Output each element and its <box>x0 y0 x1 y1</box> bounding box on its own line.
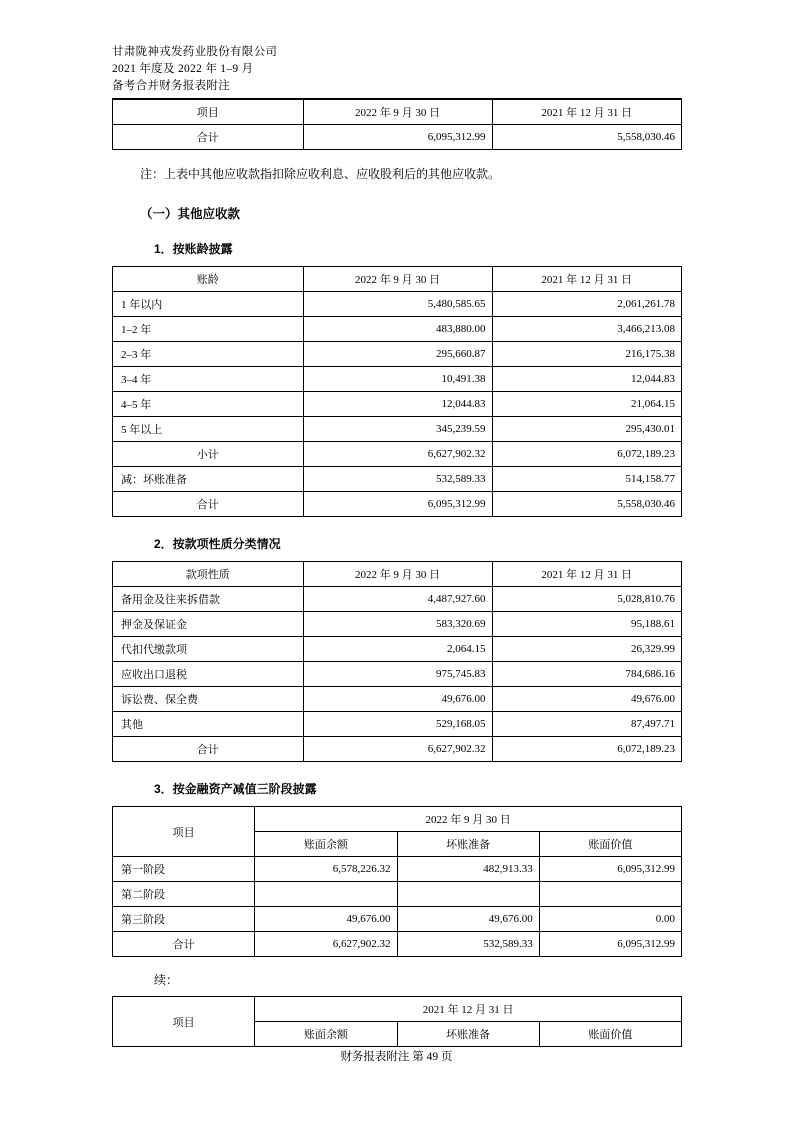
row-value-2: 295,430.01 <box>492 417 681 442</box>
row-value-2: 6,072,189.23 <box>492 442 681 467</box>
row-value-1: 49,676.00 <box>303 687 492 712</box>
row-value-1: 295,660.87 <box>303 342 492 367</box>
table-header-row-group <box>113 997 682 1022</box>
row-value-2: 514,158.77 <box>492 467 681 492</box>
col-header-date-2: 2021 年 12 月 31 日 <box>492 562 681 587</box>
table-header-row-group <box>113 807 682 832</box>
row-label: 应收出口退税 <box>113 662 304 687</box>
row-value-1: 12,044.83 <box>303 392 492 417</box>
table-row <box>113 367 682 392</box>
row-value-3: 0.00 <box>539 907 681 932</box>
impairment-stage-table <box>112 806 682 957</box>
row-value-2: 482,913.33 <box>397 857 539 882</box>
table-header-row <box>113 100 682 125</box>
row-value-1: 2,064.15 <box>303 637 492 662</box>
col-header-aging: 账龄 <box>113 267 304 292</box>
table-row <box>113 907 682 932</box>
col-header-bad-debt: 坏账准备 <box>397 832 539 857</box>
col-header-date-1: 2022 年 9 月 30 日 <box>303 100 492 125</box>
row-value-1: 6,095,312.99 <box>303 492 492 517</box>
row-value-2: 532,589.33 <box>397 932 539 957</box>
row-value-1: 5,480,585.65 <box>303 292 492 317</box>
row-label: 合计 <box>113 737 304 762</box>
row-value-1 <box>255 882 397 907</box>
row-value-2: 21,064.15 <box>492 392 681 417</box>
table-row <box>113 317 682 342</box>
row-label: 合计 <box>113 492 304 517</box>
row-value-3: 6,095,312.99 <box>539 857 681 882</box>
subsection-title-nature: 2．按款项性质分类情况 <box>154 537 281 551</box>
row-value-2: 784,686.16 <box>492 662 681 687</box>
table-row-total <box>113 932 682 957</box>
row-label: 诉讼费、保全费 <box>113 687 304 712</box>
row-value-2: 95,188.61 <box>492 612 681 637</box>
row-label: 第一阶段 <box>113 857 255 882</box>
row-label: 合计 <box>113 932 255 957</box>
continued-label: 续： <box>154 973 179 987</box>
page-footer: 财务报表附注 第 49 页 <box>340 1051 453 1063</box>
col-header-date-1: 2022 年 9 月 30 日 <box>303 562 492 587</box>
row-label: 3–4 年 <box>113 367 304 392</box>
table-row <box>113 292 682 317</box>
col-header-book-balance: 账面余额 <box>255 1022 397 1047</box>
row-value-2: 5,558,030.46 <box>492 125 681 150</box>
row-value-2: 49,676.00 <box>492 687 681 712</box>
table-row <box>113 587 682 612</box>
impairment-stage-table-continued <box>112 996 682 1047</box>
row-label: 第三阶段 <box>113 907 255 932</box>
col-header-bad-debt: 坏账准备 <box>397 1022 539 1047</box>
col-header-book-balance: 账面余额 <box>255 832 397 857</box>
row-value-1: 10,491.38 <box>303 367 492 392</box>
row-value-2: 26,329.99 <box>492 637 681 662</box>
row-value-1: 583,320.69 <box>303 612 492 637</box>
table-row <box>113 392 682 417</box>
row-label: 其他 <box>113 712 304 737</box>
top-summary-table <box>112 99 682 150</box>
report-period: 2021 年度及 2022 年 1–9 月 <box>112 63 254 75</box>
row-value-2: 2,061,261.78 <box>492 292 681 317</box>
table-row <box>113 637 682 662</box>
col-header-group-date: 2021 年 12 月 31 日 <box>255 997 682 1022</box>
report-title: 备考合并财务报表附注 <box>112 80 230 92</box>
table-header-row <box>113 562 682 587</box>
aging-disclosure-table <box>112 266 682 517</box>
row-value-1: 6,627,902.32 <box>303 737 492 762</box>
row-value-1: 6,578,226.32 <box>255 857 397 882</box>
table-row-total <box>113 492 682 517</box>
table-row <box>113 342 682 367</box>
row-value-1: 975,745.83 <box>303 662 492 687</box>
row-value-1: 345,239.59 <box>303 417 492 442</box>
row-value-2: 5,028,810.76 <box>492 587 681 612</box>
row-label: 代扣代缴款项 <box>113 637 304 662</box>
nature-classification-table <box>112 561 682 762</box>
col-header-group-date: 2022 年 9 月 30 日 <box>255 807 682 832</box>
row-value-3 <box>539 882 681 907</box>
row-value-2: 3,466,213.08 <box>492 317 681 342</box>
company-name: 甘肃陇神戎发药业股份有限公司 <box>112 46 278 58</box>
row-value-2: 216,175.38 <box>492 342 681 367</box>
row-value-1: 532,589.33 <box>303 467 492 492</box>
table-row <box>113 687 682 712</box>
table-row <box>113 712 682 737</box>
row-value-1: 529,168.05 <box>303 712 492 737</box>
col-header-book-value: 账面价值 <box>539 832 681 857</box>
row-value-2: 12,044.83 <box>492 367 681 392</box>
row-value-1: 49,676.00 <box>255 907 397 932</box>
row-label: 减：坏账准备 <box>113 467 304 492</box>
row-value-2: 49,676.00 <box>397 907 539 932</box>
row-label: 第二阶段 <box>113 882 255 907</box>
subsection-title-aging: 1．按账龄披露 <box>154 242 233 256</box>
section-title-other-receivables: （一）其他应收款 <box>140 207 241 221</box>
row-value-2 <box>397 882 539 907</box>
row-value-1: 483,880.00 <box>303 317 492 342</box>
row-label: 小计 <box>113 442 304 467</box>
row-value-1: 6,627,902.32 <box>303 442 492 467</box>
row-label: 4–5 年 <box>113 392 304 417</box>
col-header-item: 项目 <box>113 807 255 857</box>
col-header-date-1: 2022 年 9 月 30 日 <box>303 267 492 292</box>
table-row <box>113 882 682 907</box>
row-label: 合计 <box>113 125 304 150</box>
col-header-item: 项目 <box>113 997 255 1047</box>
table-row <box>113 417 682 442</box>
col-header-nature: 款项性质 <box>113 562 304 587</box>
table-row <box>113 662 682 687</box>
table-row <box>113 125 682 150</box>
row-label: 1–2 年 <box>113 317 304 342</box>
row-value-2: 87,497.71 <box>492 712 681 737</box>
col-header-book-value: 账面价值 <box>539 1022 681 1047</box>
page-content <box>112 44 682 1047</box>
table-note: 注：上表中其他应收款指扣除应收利息、应收股利后的其他应收款。 <box>140 167 501 181</box>
row-label: 2–3 年 <box>113 342 304 367</box>
table-row <box>113 467 682 492</box>
table-row <box>113 857 682 882</box>
row-label: 备用金及往来拆借款 <box>113 587 304 612</box>
table-row-total <box>113 737 682 762</box>
subsection-title-impairment-stages: 3．按金融资产减值三阶段披露 <box>154 782 317 796</box>
row-value-1: 6,627,902.32 <box>255 932 397 957</box>
row-label: 5 年以上 <box>113 417 304 442</box>
col-header-item: 项目 <box>113 100 304 125</box>
col-header-date-2: 2021 年 12 月 31 日 <box>492 100 681 125</box>
col-header-date-2: 2021 年 12 月 31 日 <box>492 267 681 292</box>
document-header <box>112 44 682 95</box>
row-label: 押金及保证金 <box>113 612 304 637</box>
table-row-subtotal <box>113 442 682 467</box>
row-value-3: 6,095,312.99 <box>539 932 681 957</box>
row-value-1: 6,095,312.99 <box>303 125 492 150</box>
row-value-2: 5,558,030.46 <box>492 492 681 517</box>
table-row <box>113 612 682 637</box>
row-label: 1 年以内 <box>113 292 304 317</box>
row-value-2: 6,072,189.23 <box>492 737 681 762</box>
row-value-1: 4,487,927.60 <box>303 587 492 612</box>
table-header-row <box>113 267 682 292</box>
